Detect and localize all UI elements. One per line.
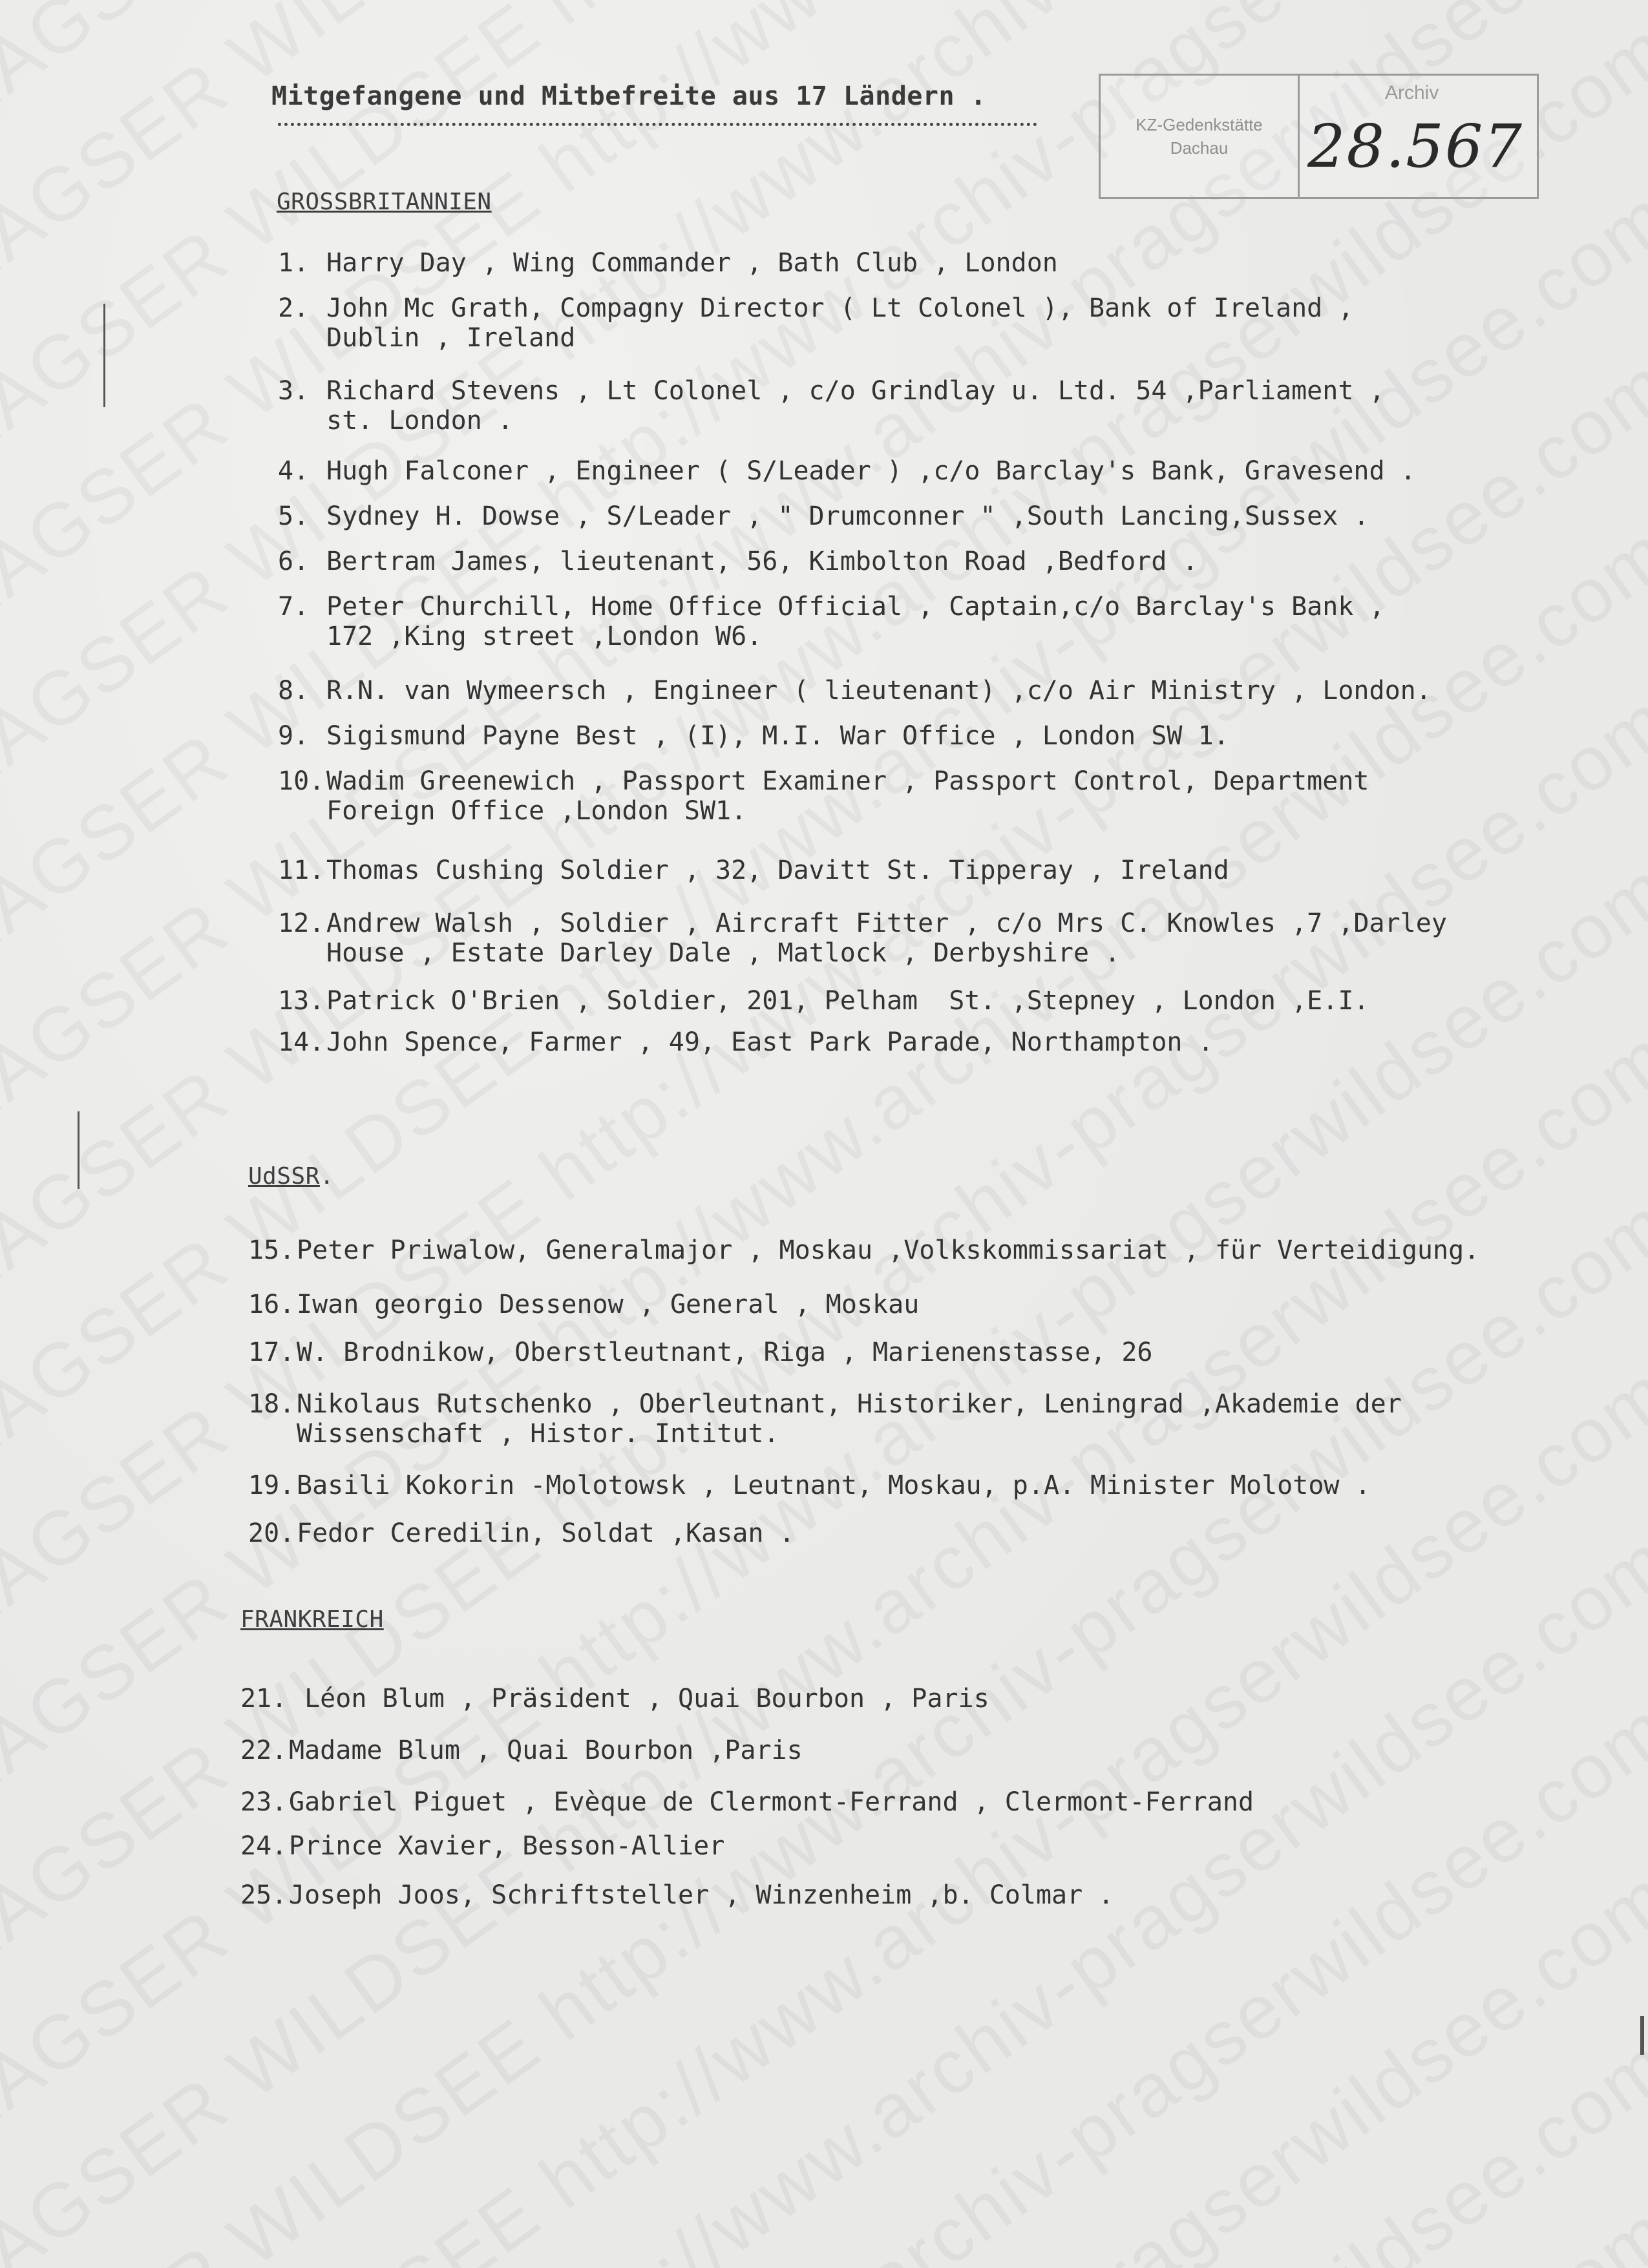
entry-text: Fedor Ceredilin, Soldat ,Kasan . [297,1518,795,1548]
entry-number: 4. [278,456,326,486]
section-heading-ussr [248,1163,334,1190]
list-item [240,1831,1546,1861]
list-item [248,1290,1554,1319]
section-heading-france: FRANKREICH [240,1606,384,1633]
entry-text: Joseph Joos, Schriftsteller , Winzenheim ,b. Colmar . [289,1880,1114,1910]
entry-number: 23. [240,1787,289,1817]
section-heading-ussr-suffix: . [320,1163,334,1190]
entry-number: 5. [278,501,326,531]
section-heading-ussr-text: UdSSR [248,1163,320,1190]
list-item [248,1338,1554,1367]
list-item [278,856,1583,885]
stamp-archive-number: 28.567 [1307,112,1523,181]
entry-number: 8. [278,676,326,706]
entry-text: Andrew Walsh , Soldier , Aircraft Fitter , c/o Mrs C. Knowles ,7 ,Darley [326,908,1447,938]
list-item [278,376,1583,436]
entry-text: Harry Day , Wing Commander , Bath Club , London [326,248,1058,278]
entry-number: 25. [240,1880,289,1910]
entry-text: Madame Blum , Quai Bourbon ,Paris [289,1736,803,1765]
entry-number: 6. [278,547,326,576]
entry-text: John Spence, Farmer , 49, East Park Parade, Northampton . [326,1027,1214,1057]
list-item [278,592,1583,651]
entry-number: 11. [278,856,326,885]
entry-text: John Mc Grath, Compagny Director ( Lt Colonel ), Bank of Ireland , [326,293,1353,323]
entry-text-continued: Wissenschaft , Histor. Intitut. [248,1419,1554,1449]
list-item [278,908,1583,968]
list-item [278,1027,1583,1057]
list-item [278,293,1583,353]
entry-text-continued: Dublin , Ireland [278,323,1583,353]
document-title: Mitgefangene und Mitbefreite aus 17 Ländern . [271,81,986,111]
entry-text: Iwan georgio Dessenow , General , Moskau [297,1290,919,1319]
list-item [240,1880,1546,1910]
list-item [248,1389,1554,1449]
entry-text-continued: Foreign Office ,London SW1. [278,796,1583,826]
entry-text: Peter Churchill, Home Office Official , Captain,c/o Barclay's Bank , [326,592,1385,622]
entry-text: Peter Priwalow, Generalmajor , Moskau ,Volkskommissariat , für Verteidigung. [297,1235,1479,1265]
entry-number: 14. [278,1027,326,1057]
entry-text: Thomas Cushing Soldier , 32, Davitt St. Tipperay , Ireland [326,856,1229,885]
list-item [240,1787,1546,1817]
entry-number: 12. [278,908,326,938]
entry-text: Patrick O'Brien , Soldier, 201, Pelham St. ,Stepney , London ,E.I. [326,986,1369,1016]
entry-text: Sydney H. Dowse , S/Leader , " Drumconner " ,South Lancing,Sussex . [326,501,1369,531]
stamp-archive-label: Archiv [1385,82,1439,104]
entry-text: Basili Kokorin -Molotowsk , Leutnant, Moskau, p.A. Minister Molotow . [297,1471,1371,1500]
list-item [248,1518,1554,1548]
entry-text: Sigismund Payne Best , (I), M.I. War Office , London SW 1. [326,721,1229,751]
archive-stamp [1099,74,1539,199]
entry-number: 1. [278,248,326,278]
list-item [278,547,1583,576]
entry-number: 16. [248,1290,297,1319]
entry-number: 17. [248,1338,297,1367]
entry-text-continued: House , Estate Darley Dale , Matlock , Derbyshire . [278,938,1583,968]
list-item [240,1736,1546,1765]
entry-number: 20. [248,1518,297,1548]
entry-text-continued: st. London . [278,406,1583,436]
list-item [240,1684,1546,1714]
stamp-institution [1101,76,1300,197]
edge-mark [1640,2016,1644,2055]
title-underline [278,123,1037,126]
stamp-institution-line1: KZ-Gedenkstätte [1136,113,1263,136]
list-item [278,766,1583,826]
entry-text: Wadim Greenewich , Passport Examiner , Passport Control, Department [326,766,1369,796]
entry-text-continued: 172 ,King street ,London W6. [278,622,1583,651]
stamp-institution-line2: Dachau [1170,136,1229,160]
entry-number: 15. [248,1235,297,1265]
entry-number: 3. [278,376,326,406]
entry-number: 2. [278,293,326,323]
entry-text: Gabriel Piguet , Evèque de Clermont-Ferrand , Clermont-Ferrand [289,1787,1254,1817]
entry-number: 7. [278,592,326,622]
margin-mark [103,304,105,407]
list-item [278,986,1583,1016]
entry-number: 19. [248,1471,297,1500]
entry-text: R.N. van Wymeersch , Engineer ( lieutenant) ,c/o Air Ministry , London. [326,676,1431,706]
entry-number: 9. [278,721,326,751]
list-item [248,1471,1554,1500]
list-item [278,248,1583,278]
entry-text: Nikolaus Rutschenko , Oberleutnant, Historiker, Leningrad ,Akademie der [297,1389,1402,1419]
list-item [278,456,1583,486]
list-item [278,676,1583,706]
entry-text: W. Brodnikow, Oberstleutnant, Riga , Marienenstasse, 26 [297,1338,1153,1367]
entry-number: 10. [278,766,326,796]
section-heading-gb: GROSSBRITANNIEN [277,189,492,215]
list-item [248,1235,1554,1265]
entry-number: 18. [248,1389,297,1419]
margin-mark [78,1111,79,1189]
entry-number: 22. [240,1736,289,1765]
entry-number: 24. [240,1831,289,1861]
entry-text: Léon Blum , Präsident , Quai Bourbon , Paris [289,1684,989,1714]
entry-number: 13. [278,986,326,1016]
entry-text: Hugh Falconer , Engineer ( S/Leader ) ,c/o Barclay's Bank, Gravesend . [326,456,1416,486]
list-item [278,501,1583,531]
entry-text: Prince Xavier, Besson-Allier [289,1831,724,1861]
list-item [278,721,1583,751]
entry-text: Bertram James, lieutenant, 56, Kimbolton Road ,Bedford . [326,547,1198,576]
entry-number: 21. [240,1684,289,1714]
entry-text: Richard Stevens , Lt Colonel , c/o Grindlay u. Ltd. 54 ,Parliament , [326,376,1385,406]
